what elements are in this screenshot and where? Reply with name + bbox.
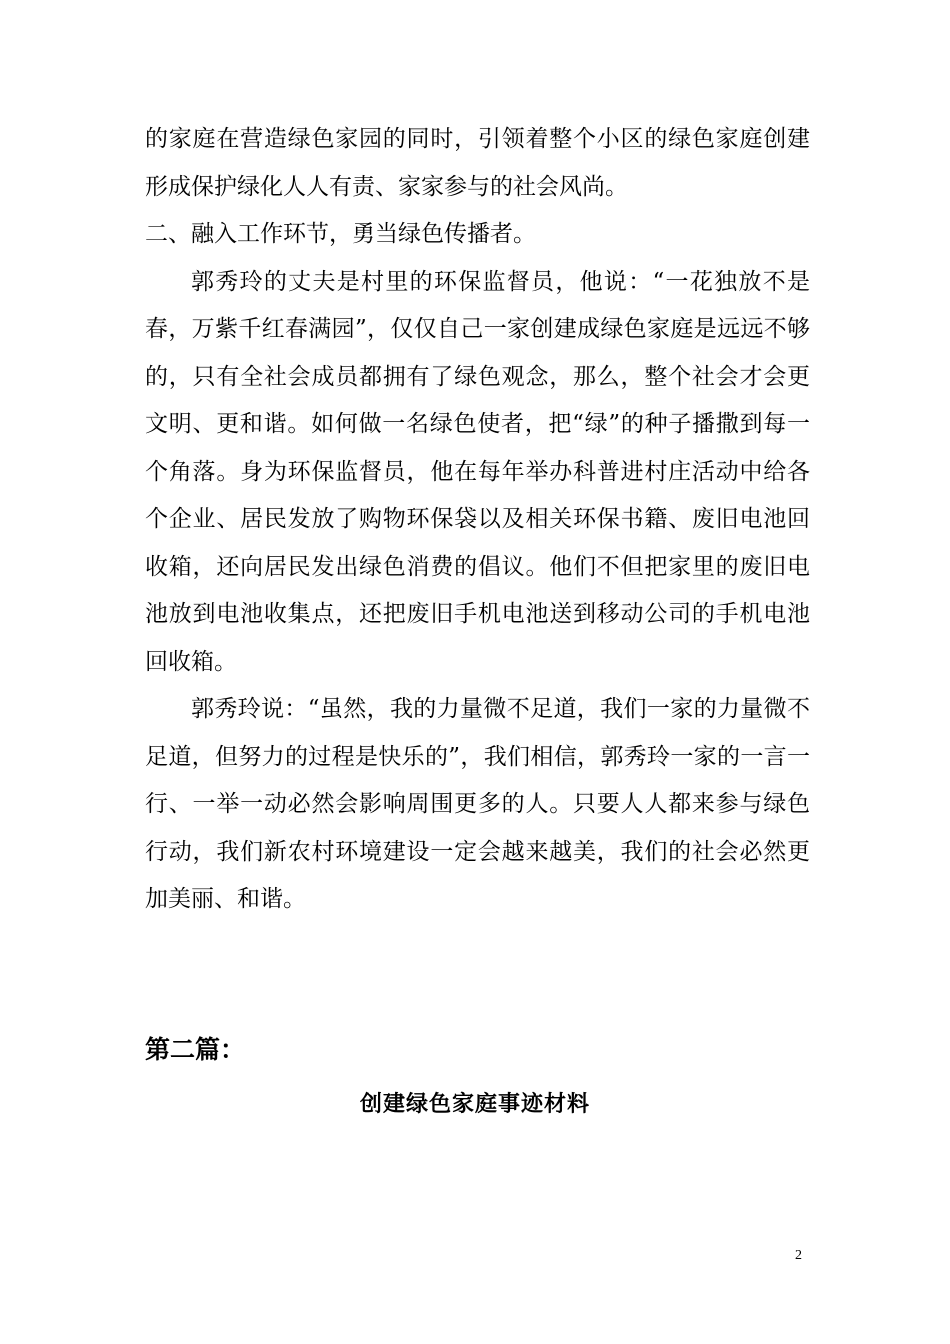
paragraph-guo-xiuling-quote: 郭秀玲说：“虽然，我的力量微不足道，我们一家的力量微不足道，但努力的过程是快乐的”，我们相信，郭秀玲一家的一言一行、一举一动必然会影响周围更多的人。只要人人都来参与绿色行动，我们新农村环境建设一定会越来越美，我们的社会必然更加美丽、和谐。	[145, 696, 810, 912]
page-number: 2	[795, 1248, 802, 1263]
document-title: 创建绿色家庭事迹材料	[359, 1091, 590, 1117]
section-heading: 第二篇：	[145, 1035, 246, 1064]
paragraph-continuation: 的家庭在营造绿色家园的同时，引领着整个小区的绿色家庭创建形成保护绿化人人有责、家家参与的社会风尚。	[145, 126, 810, 200]
paragraph-husband-supervisor: 郭秀玲的丈夫是村里的环保监督员，他说：“一花独放不是春，万紫千红春满园”，仅仅自己一家创建成绿色家庭是远远不够的，只有全社会成员都拥有了绿色观念，那么，整个社会才会更文明、更和谐。如何做一名绿色使者，把“绿”的种子播撒到每一个角落。身为环保监督员，他在每年举办科普进村庄活动中给各个企业、居民发放了购物环保袋以及相关环保书籍、废旧电池回收箱，还向居民发出绿色消费的倡议。他们不但把家里的废旧电池放到电池收集点，还把废旧手机电池送到移动公司的手机电池回收箱。	[145, 268, 810, 675]
paragraph-subheading: 二、融入工作环节，勇当绿色传播者。	[145, 221, 536, 247]
body-text	[145, 116, 810, 924]
